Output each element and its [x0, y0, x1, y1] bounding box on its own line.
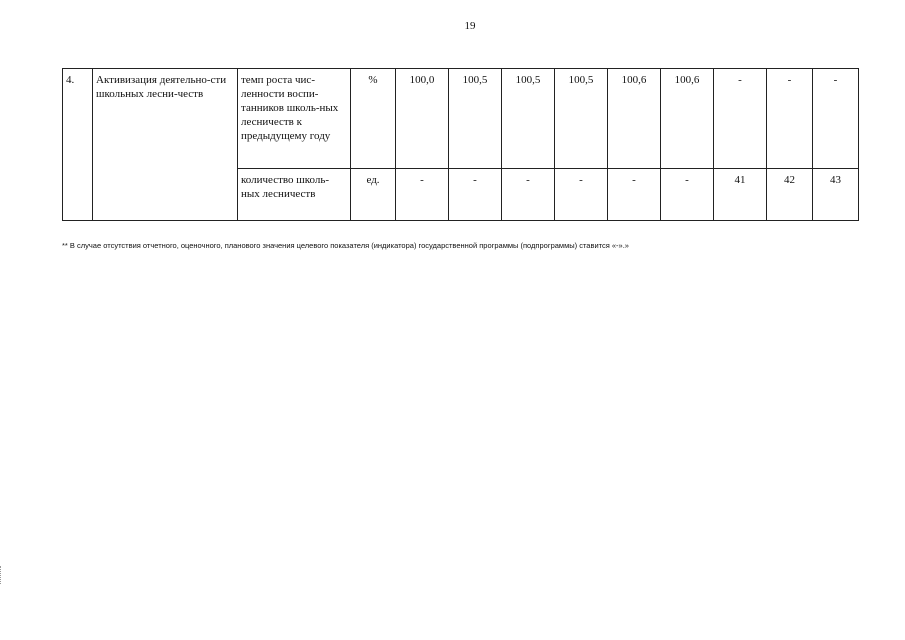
- indicator-value: 100,0: [396, 69, 449, 169]
- footnote: ** В случае отсутствия отчетного, оценочного, планового значения целевого показателя (индикатора) государственной программы (подпрограммы) ставится «-».»: [62, 241, 629, 250]
- indicator-value: -: [714, 69, 767, 169]
- indicator-value: 100,6: [608, 69, 661, 169]
- indicator-value: -: [608, 169, 661, 221]
- table-row: [63, 69, 859, 169]
- indicator-value: 42: [767, 169, 813, 221]
- indicator-value: -: [767, 69, 813, 169]
- scan-margin-mark: [0, 566, 4, 584]
- indicator-name: количество школь-ных лесничеств: [238, 169, 351, 221]
- page-number: 19: [464, 20, 476, 32]
- indicator-value: -: [813, 69, 859, 169]
- indicator-value: 43: [813, 169, 859, 221]
- indicator-value: 100,6: [661, 69, 714, 169]
- indicator-value: 100,5: [502, 69, 555, 169]
- indicator-value: -: [396, 169, 449, 221]
- indicator-unit: ед.: [351, 169, 396, 221]
- indicator-value: -: [449, 169, 502, 221]
- indicator-name: темп роста чис-ленности воспи-танников школь-ных лесничеств к предыдущему году: [238, 69, 351, 169]
- measure-name: Активизация деятельно-сти школьных лесни-честв: [93, 69, 238, 221]
- indicator-value: -: [502, 169, 555, 221]
- indicators-table: [62, 68, 859, 221]
- indicator-value: 41: [714, 169, 767, 221]
- indicator-value: 100,5: [449, 69, 502, 169]
- row-number: 4.: [63, 69, 93, 221]
- indicator-unit: %: [351, 69, 396, 169]
- indicator-value: -: [555, 169, 608, 221]
- indicator-value: -: [661, 169, 714, 221]
- indicator-value: 100,5: [555, 69, 608, 169]
